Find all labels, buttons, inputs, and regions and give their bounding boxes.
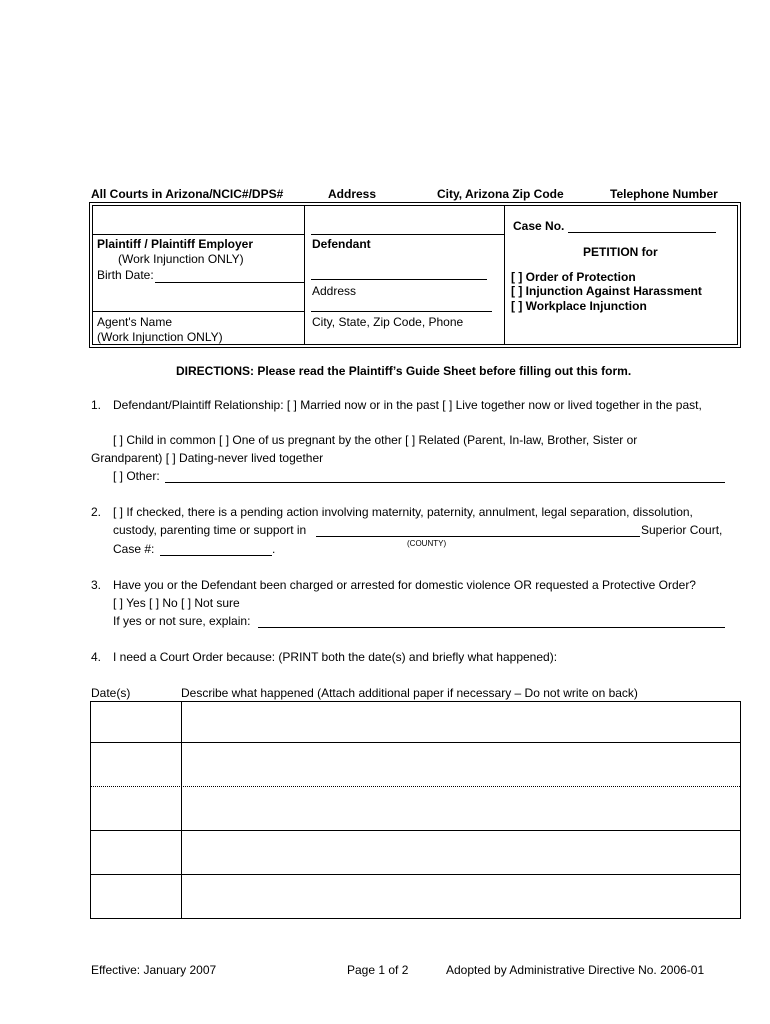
events-row-divider [90, 830, 740, 831]
q4-dates-header: Date(s) [91, 686, 131, 700]
q2-line2b: Superior Court, [641, 523, 723, 537]
q2-case-field[interactable] [160, 555, 272, 556]
q3-line3: If yes or not sure, explain: [113, 614, 251, 628]
footer-adopted: Adopted by Administrative Directive No. 2006-01 [446, 963, 705, 977]
footer-effective: Effective: January 2007 [91, 963, 217, 977]
agent-name-line [93, 311, 304, 312]
q2-line1: [ ] If checked, there is a pending action involving maternity, paternity, annulment, legal separation, dissolution, [113, 505, 693, 519]
directions: DIRECTIONS: Please read the Plaintiff’s Guide Sheet before filling out this form. [176, 364, 632, 378]
q2-number: 2. [91, 505, 102, 519]
plaintiff-note: (Work Injunction ONLY) [118, 252, 244, 266]
events-row-divider [90, 874, 740, 875]
option-workplace-injunction[interactable]: [ ] Workplace Injunction [511, 299, 647, 313]
q1-number: 1. [91, 398, 102, 412]
q3-number: 3. [91, 578, 102, 592]
q1-line1: Defendant/Plaintiff Relationship: [ ] Married now or in the past [ ] Live together now or lived together in the past, [113, 398, 702, 412]
birth-date-field[interactable] [155, 282, 304, 283]
header-address: Address [328, 187, 377, 201]
defendant-address-line [311, 279, 487, 280]
petition-title: PETITION for [583, 245, 658, 259]
q3-explain-field[interactable] [258, 627, 725, 628]
header-city: City, Arizona Zip Code [437, 187, 564, 201]
q1-other-label: [ ] Other: [113, 469, 160, 483]
events-table-column-divider [181, 701, 182, 918]
q2-county-field[interactable] [316, 536, 640, 537]
q2-line2a: custody, parenting time or support in [113, 523, 307, 537]
events-row-divider [90, 786, 740, 787]
q1-other-field[interactable] [165, 482, 725, 483]
q2-case-label: Case #: [113, 542, 155, 556]
defendant-name-line [311, 234, 504, 235]
events-row-divider [90, 742, 740, 743]
option-order-of-protection[interactable]: [ ] Order of Protection [511, 270, 636, 284]
city-label: City, State, Zip Code, Phone [312, 315, 464, 329]
footer-page: Page 1 of 2 [347, 963, 409, 977]
case-no-label: Case No. [513, 219, 565, 233]
events-table [90, 701, 741, 919]
case-no-field[interactable] [568, 232, 716, 233]
agent-label: Agent's Name [97, 315, 172, 329]
q3-line1: Have you or the Defendant been charged or arrested for domestic violence OR requested a Protective Order? [113, 578, 696, 592]
q2-case-end: . [272, 542, 276, 556]
q2-county-label: (COUNTY) [407, 539, 447, 548]
caption-divider-1 [304, 205, 305, 344]
q1-line2: [ ] Child in common [ ] One of us pregnant by the other [ ] Related (Parent, In-law, Brother, Sister or [113, 433, 638, 447]
q3-line2[interactable]: [ ] Yes [ ] No [ ] Not sure [113, 596, 240, 610]
plaintiff-name-line [93, 234, 304, 235]
birth-date-label: Birth Date: [97, 268, 154, 282]
option-injunction-harassment[interactable]: [ ] Injunction Against Harassment [511, 284, 702, 298]
defendant-city-line [311, 311, 492, 312]
q4-describe-header: Describe what happened (Attach additional paper if necessary – Do not write on back) [181, 686, 638, 700]
defendant-label: Defendant [312, 237, 371, 251]
caption-divider-2 [504, 205, 505, 344]
q4-line1: I need a Court Order because: (PRINT both the date(s) and briefly what happened): [113, 650, 558, 664]
header-phone: Telephone Number [610, 187, 718, 201]
q4-number: 4. [91, 650, 102, 664]
address-label: Address [312, 284, 357, 298]
q1-line3: Grandparent) [ ] Dating-never lived together [91, 451, 324, 465]
header-court: All Courts in Arizona/NCIC#/DPS# [91, 187, 284, 201]
plaintiff-label: Plaintiff / Plaintiff Employer [97, 237, 254, 251]
agent-note: (Work Injunction ONLY) [97, 330, 223, 344]
